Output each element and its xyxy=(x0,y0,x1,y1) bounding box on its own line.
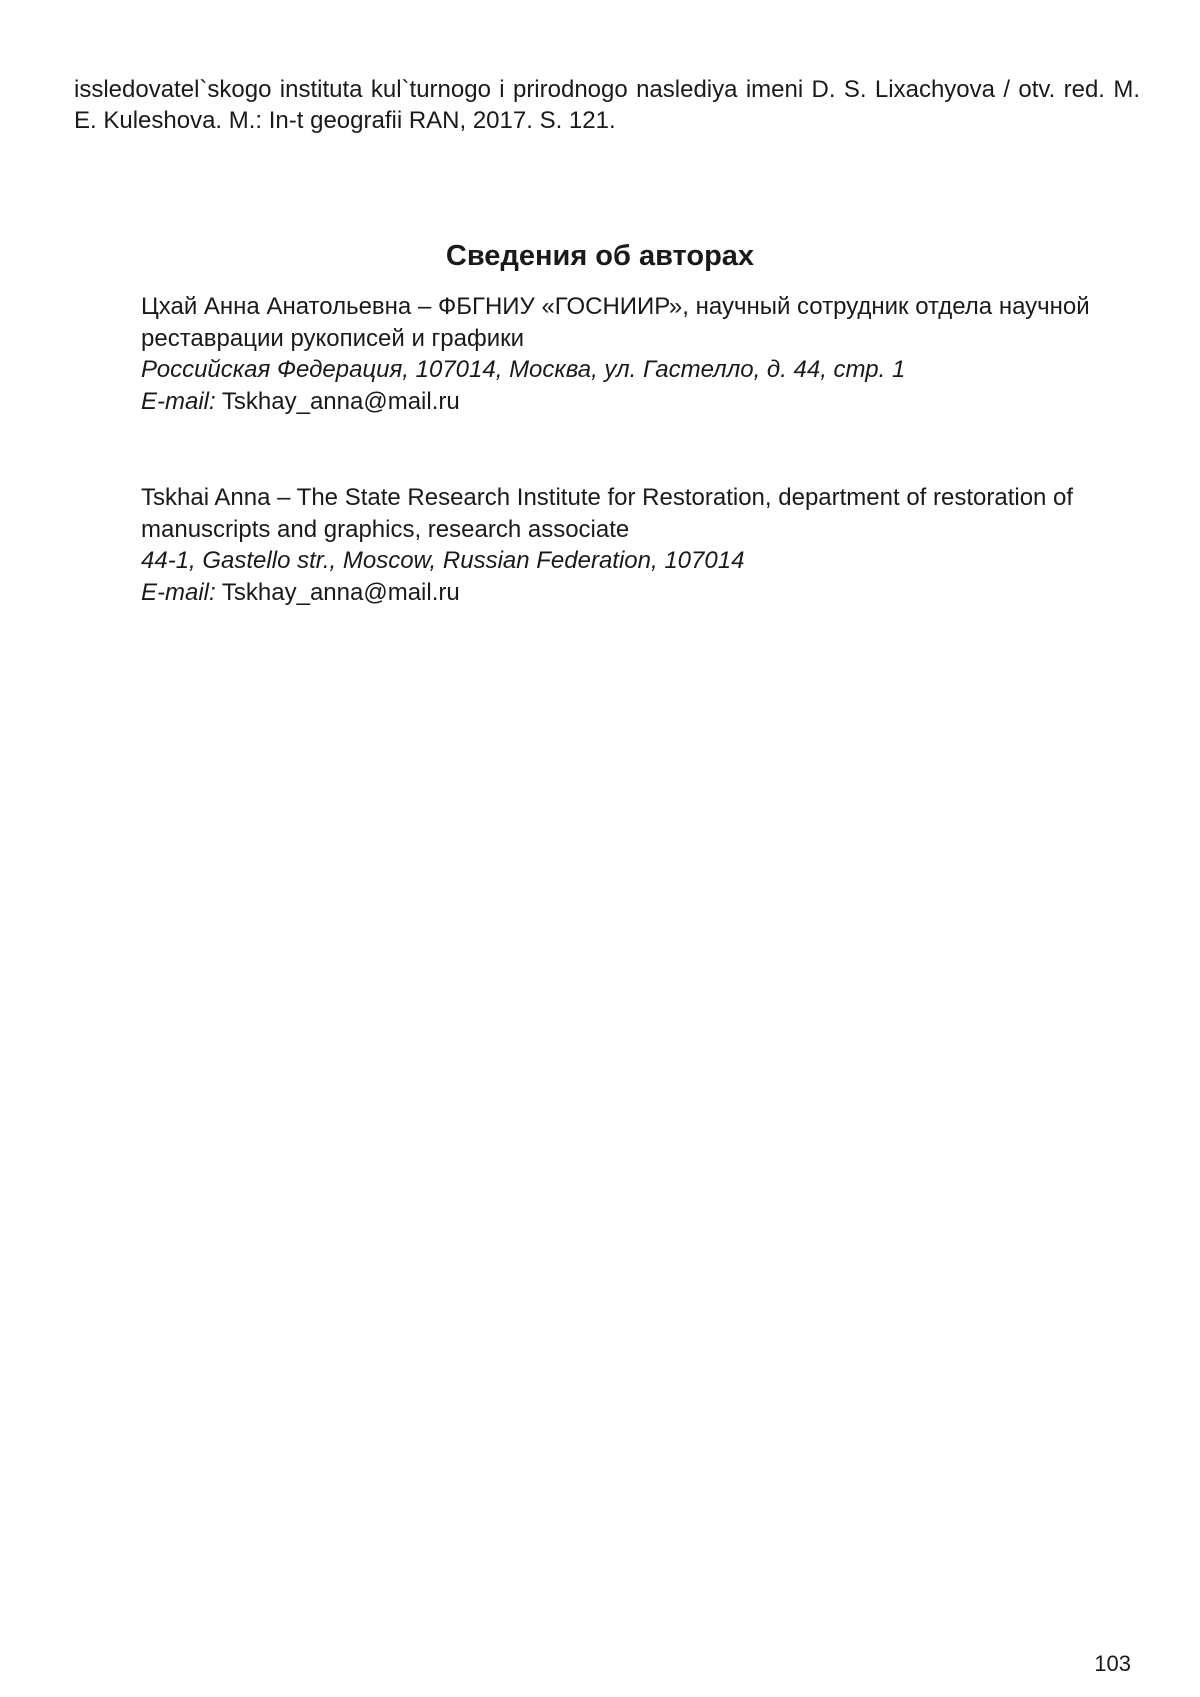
section-heading: Сведения об авторах xyxy=(445,240,755,272)
email-label: E-mail: xyxy=(141,578,216,606)
reference-continuation: issledovatel`skogo instituta kul`turnogo i prirodnogo naslediya imeni D. S. Lixachyova / otv. red. M. E. Kuleshova. M.: In-t geografii RAN, 2017. S. 121. xyxy=(74,76,1140,134)
author-address: 44-1, Gastello str., Moscow, Russian Federation, 107014 xyxy=(141,547,745,574)
author-affiliation: Tskhai Anna – The State Research Institute for Restoration, department of restoration of manuscripts and graphics, research associate xyxy=(141,484,1074,543)
author-email-line xyxy=(141,386,1141,418)
author-info-english xyxy=(141,482,1141,608)
email-address: Tskhay_anna@mail.ru xyxy=(215,387,460,415)
author-email-line xyxy=(141,577,1141,609)
email-address: Tskhay_anna@mail.ru xyxy=(215,578,460,606)
page-number: 103 xyxy=(1094,1651,1131,1676)
author-info-russian xyxy=(141,291,1141,417)
email-label: E-mail: xyxy=(141,387,216,415)
author-address: Российская Федерация, 107014, Москва, ул. Гастелло, д. 44, стр. 1 xyxy=(141,356,906,383)
author-affiliation: Цхай Анна Анатольевна – ФБГНИУ «ГОСНИИР», научный сотрудник отдела научной реставрации рукописей и графики xyxy=(141,293,1090,352)
